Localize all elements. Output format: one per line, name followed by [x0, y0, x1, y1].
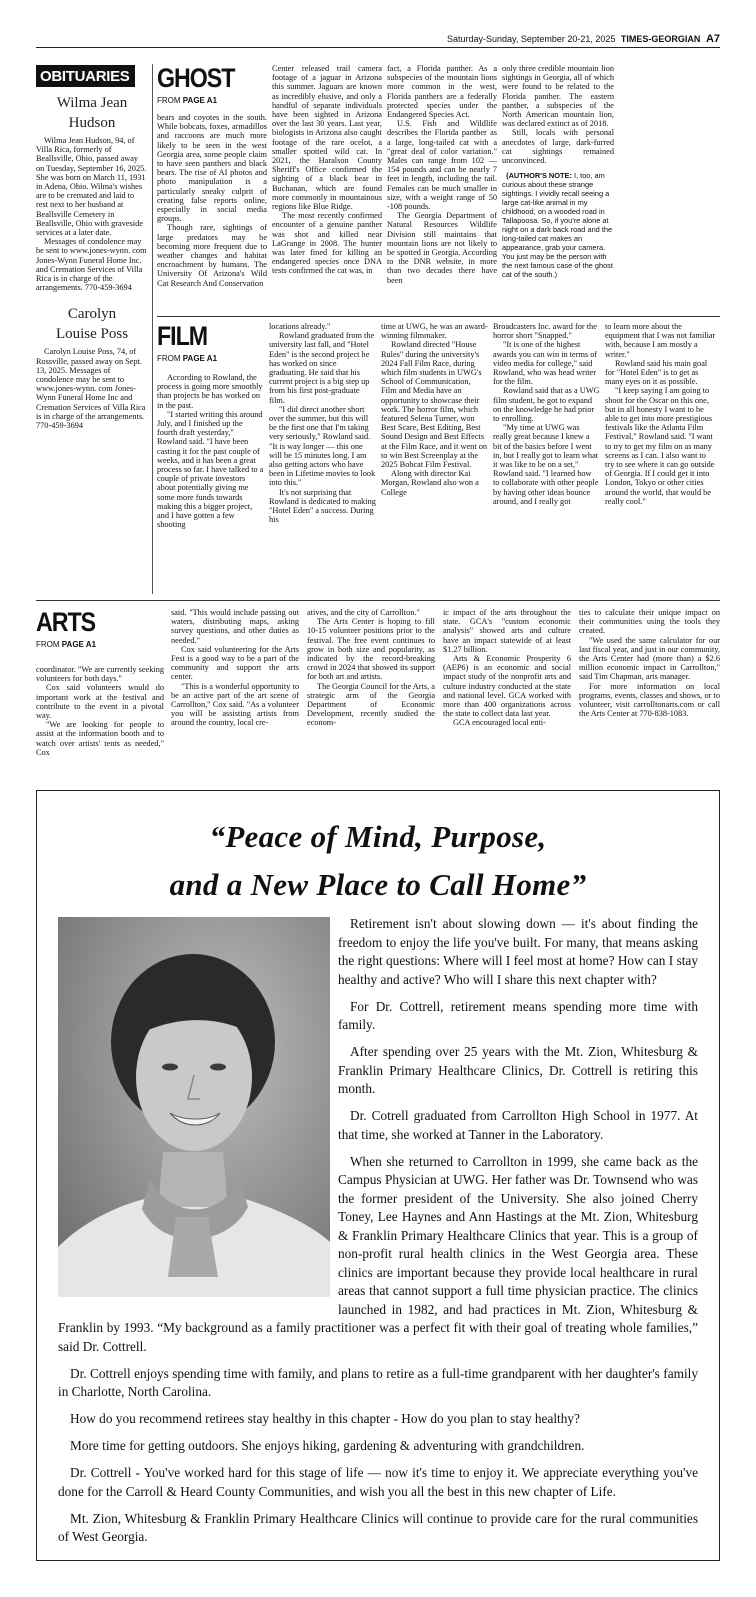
- ad-paragraph: Dr. Cotrell graduated from Carrollton High School in 1977. At that time, she worked at Tanner in the Laboratory.: [338, 1108, 698, 1142]
- arts-paragraph: Cox said volunteers would do important work at the festival and contribute to the event in a pivotal way.: [36, 683, 164, 721]
- obit-body: [36, 136, 148, 292]
- ghost-col-3: [387, 64, 497, 312]
- ghost-paragraph: The Georgia Department of Natural Resources Wildlife Division still maintains that mountain lions are not likely to be spotted in Georgia. According to the DNR website, in more than two decades there have been: [387, 211, 497, 285]
- arts-col-5: [579, 608, 720, 778]
- film-col-1: [157, 373, 264, 598]
- film-paragraph: It's not surprising that Rowland is dedicated to making "Hotel Eden" a success. During his: [269, 487, 376, 525]
- arts-jump-line: [36, 640, 164, 649]
- film-paragraph: According to Rowland, the process is going more smoothly than projects he has worked on in the past.: [157, 373, 263, 410]
- ad-paragraph: More time for getting outdoors. She enjoys hiking, gardening & adventuring with grandchildren.: [70, 1438, 585, 1453]
- ghost-slug: GHOST: [157, 63, 235, 93]
- film-col-2: [269, 322, 376, 594]
- ghost-paragraph: fact, a Florida panther. As a subspecies of the mountain lions more common in the west, Florida panthers are a federally protected species under the Endangered Species Act.: [387, 64, 497, 120]
- ghost-col-2: [272, 64, 382, 312]
- film-paragraph: "It is one of the highest awards you can win in terms of video media for college," said Rowland, who was head writer for the film.: [493, 340, 598, 387]
- ghost-col-4: [502, 64, 614, 312]
- film-paragraph: "I started writing this around July, and I finished up the fourth draft yesterday," Rowland said. "I have been casting it for the past couple of weeks, and it has been a great process so far. I have talked to a couple of private investors about potentially giving me some more funds towards making this a bigger project, and I have gotten a few shooting: [157, 409, 264, 530]
- film-paragraph: Rowland directed "House Rules" during the university's 2024 Fall Film Race, during which film students in UWG's School of Communication, Film and Media have an opportunity to showcase their work. The horror film, which featured Selena Turner, won Best Scare, Best Editing, Best Sound Design and Best Effects at the Film Race, and it went on to win Best Screenplay at the 2025 Bobcat Film Festival.: [381, 340, 487, 470]
- film-paragraph: "I keep saying I am going to shoot for the Oscar on this one, but in all honesty I want to be able to get into more prestigious festivals like the Atlanta Film Festival," Rowland said. "I want to try to get my film on as many screens as I can. I also want to try to see where it can go outside of Georgia. If I could get it into London, Tokyo or other cities around the world, that would be really cool.": [605, 386, 715, 506]
- obit-name: [36, 93, 148, 133]
- ghost-paragraph: only three credible mountain lion sightings in Georgia, all of which were found to be related to the Florida panther. The eastern panther, a subspecies of the North American mountain lion, was declared extinct as of 2018.: [502, 64, 614, 129]
- ad-headline-line: “Peace of Mind, Purpose,: [209, 819, 547, 854]
- obituaries-label: OBITUARIES: [36, 65, 135, 87]
- film-paragraph: "I did direct another short over the summer, but this will be the first one that I'm taking very seriously," Rowland said. "It is way longer — this one will be 15 minutes long. I am also getting actors who have been in Lifetime movies to look into this.": [269, 404, 376, 488]
- obit-name-line: Hudson: [68, 115, 116, 131]
- ad-headline-line: and a New Place to Call Home”: [169, 867, 587, 902]
- film-story: [157, 322, 720, 594]
- obit-paragraph: Messages of condolence may be sent to www.jones-wynn. com Jones-Wynn Funeral Home Inc. and Cremation Services of Villa Rica is in charge of the arrangements. 770-459-3694: [36, 237, 147, 293]
- section-rule: [36, 600, 720, 601]
- arts-paragraph: atives, and the city of Carrollton.": [307, 608, 420, 617]
- film-col-5: [605, 322, 717, 594]
- film-slug: FILM: [157, 321, 208, 351]
- film-col-3: [381, 322, 488, 594]
- ghost-paragraph: U.S. Fish and Wildlife describes the Florida panther as a large, long-tailed cat with a "great deal of color variation." Males can range from 102 — 154 pounds and can be nearly 7 feet in length, including the tail. Females can be much smaller in size, with a weight range of 50 -108 pounds.: [387, 119, 497, 212]
- ad-headline: [37, 813, 719, 909]
- arts-slug: ARTS: [36, 607, 96, 637]
- film-paragraph: Rowland said that as a UWG film student, he got to expand on the knowledge he had prior to enrolling.: [493, 386, 600, 424]
- from-label: FROM: [36, 640, 60, 649]
- ghost-story: [157, 64, 720, 312]
- author-note-text: I, too, am curious about these strange sightings. I vividly recall seeing a large cat-like animal in my childhood, on a wooded road in Tallapoosa. So, if you're alone at night on a dark back road and the long-tailed cat makes an appearance, grab your camera. You just may be the person with the next famous case of the ghost cat of the south.): [502, 171, 613, 280]
- arts-paragraph: The Arts Center is hoping to fill 10-15 volunteer positions prior to the festival. The free event continues to grow in both size and popularity, as indicated by the record-breaking crowd in 2024 that showed its support for both art and artists.: [307, 617, 435, 682]
- obit-name: [36, 304, 148, 344]
- obit-name-line: Carolyn: [67, 306, 117, 323]
- film-paragraph: locations already.": [269, 322, 331, 331]
- obit-name-line: Wilma Jean: [56, 95, 128, 111]
- ghost-paragraph: The most recently confirmed encounter of a genuine panther was shot and killed near LaGrange in 2008. The hunter was later fined for killing an endangered species once DNA tests confirmed the cat was, in: [272, 211, 382, 276]
- ad-paragraph: For Dr. Cottrell, retirement means spending more time with family.: [338, 998, 698, 1032]
- from-page: PAGE A1: [182, 96, 218, 105]
- arts-paragraph: coordinator. "We are currently seeking volunteers for both days.": [36, 665, 164, 684]
- ad-paragraph: Dr. Cottrell - You've worked hard for this stage of life — now it's time to enjoy it. We appreciate everything you've done for the Carroll & Heard County Communities, and wish you all the best in this new chapter of Life.: [58, 1465, 698, 1499]
- obituaries-column: [36, 65, 148, 610]
- ghost-col-1: [157, 113, 267, 293]
- film-jump-line: [157, 354, 264, 363]
- film-paragraph: "My time at UWG was really great because I knew a bit of the basics before I went in, but I really got to learn what it was like to be on a set," Rowland said. "I learned how to collaborate with other people by having other ideas bounce around, and I really got: [493, 423, 599, 506]
- retirement-advertisement: [36, 790, 720, 1561]
- arts-paragraph: The Georgia Council for the Arts, a strategic arm of the Georgia Department of Economic Development, recently studied the econom-: [307, 681, 435, 728]
- film-paragraph: Rowland said his main goal for "Hotel Eden" is to get as many eyes on it as possible.: [605, 358, 708, 387]
- arts-paragraph: "This is a wonderful opportunity to be an active part of the art scene of Carrollton," Cox said. "As a volunteer you will be assisting artists from around the country, local cre-: [171, 681, 299, 728]
- from-label: FROM: [157, 96, 181, 105]
- from-page: PAGE A1: [182, 354, 218, 363]
- film-paragraph: Rowland graduated from the university last fall, and "Hotel Eden" is the second project he has worked on since graduating. He said that his current project is a big step up from his first post-graduate film.: [269, 331, 375, 405]
- section-rule: [157, 316, 720, 317]
- ad-paragraph: Mt. Zion, Whitesburg & Franklin Primary Healthcare Clinics will continue to provide care for the rural communities of West Georgia.: [58, 1510, 698, 1544]
- arts-paragraph: "We used the same calculator for our last fiscal year, and just in our community, the Arts Center had (more than) a $2.6 million economic impact in Carrollton," said Tim Chapman, arts manager.: [579, 635, 720, 682]
- arts-story: [36, 608, 720, 778]
- ghost-paragraph: Still, locals with personal anecdotes of large, dark-furred cat sightings remained unconvinced.: [502, 128, 614, 166]
- dateline: Saturday-Sunday, September 20-21, 2025: [446, 34, 616, 44]
- film-paragraph: to learn more about the equipment that I was not familiar with, because I am mostly a writer.": [605, 322, 716, 359]
- from-page: PAGE A1: [61, 640, 97, 649]
- paper-name: TIMES-GEORGIAN: [620, 34, 701, 44]
- arts-paragraph: GCA encouraged local enti-: [453, 718, 546, 728]
- film-paragraph: time at UWG, he was an award-winning filmmaker.: [381, 322, 488, 341]
- ghost-jump-line: [157, 96, 267, 105]
- arts-paragraph: "We are looking for people to assist at the information booth and to watch over artists' tents as needed," Cox: [36, 720, 164, 757]
- arts-paragraph: ties to calculate their unique impact on their communities using the tools they created.: [579, 608, 720, 636]
- ghost-paragraph: Though rare, sightings of large predators may be becoming more frequent due to weather changes and habitat encroachment by humans. The University Of Arizona's Wild Cat Research And Conservation: [157, 223, 267, 288]
- film-col-4: [493, 322, 600, 594]
- from-label: FROM: [157, 354, 181, 363]
- arts-col-4: [443, 608, 571, 778]
- film-paragraph: Along with director Kai Morgan, Rowland also won a College: [381, 469, 479, 497]
- author-note-label: (AUTHOR'S NOTE:: [506, 171, 572, 181]
- ad-paragraph: How do you recommend retirees stay healthy in this chapter - How do you plan to stay healthy?: [70, 1411, 580, 1426]
- film-paragraph: Broadcasters Inc. award for the horror short "Snapped.": [493, 322, 597, 341]
- arts-col-2: [171, 608, 299, 778]
- ghost-paragraph: bears and coyotes in the south. While bobcats, foxes, armadillos and raccoons are much more likely to be seen in the west Georgia area, some people claim to have seen panthers and black bears. The rise of AI photos and photo manipulation is a particularly sneaky culprit of creating false reports online, especially in social media groups.: [157, 113, 267, 224]
- page-header: [36, 32, 720, 48]
- page-number: A7: [705, 33, 720, 45]
- ad-paragraph: After spending over 25 years with the Mt. Zion, Whitesburg & Franklin Primary Healthcare Clinics, Dr. Cottrell is retiring this month.: [338, 1044, 698, 1096]
- ad-body: [58, 915, 698, 1555]
- obit-body: [36, 347, 148, 430]
- obit-paragraph: Carolyn Louise Poss, 74, of Rossville, passed away on Sept. 13, 2025. Messages of condolence may be sent to www.jones-wynn. com Jones-Wynn Funeral Home Inc and Cremation Services of Villa Rica is in charge of the arrangements. 770-459-3694: [36, 347, 146, 431]
- obit-paragraph: Wilma Jean Hudson, 94, of Villa Rica, formerly of Beallsville, Ohio, passed away on Tuesday, September 16, 2025. She was born on March 11, 1931 in Adena, Ohio. Wilma's wishes are to be cremated and laid to rest next to her husband at Beallsville Cemetery in Beallsville, Ohio with graveside services at a later date.: [36, 136, 147, 238]
- arts-paragraph: Cox said volunteering for the Arts Fest is a good way to be a part of the community and support the arts center.: [171, 644, 299, 682]
- arts-paragraph: said. "This would include passing out waters, distributing maps, asking survey questions, and other duties as needed.": [171, 608, 299, 645]
- ad-paragraph: When she returned to Carrollton in 1999, she came back as the Campus Physician at UWG. Her father was Dr. Townsend who was the former president of the University. She also joined Cherry Toney, Lee Haynes and Ann Hastings at the Mt. Zion, Whitesburg & Franklin Primary Healthcare Clinics that year. This is a group of non-profit rural health clinics in the West Georgia area. These clinics are important because they provide local healthcare in rural areas that cannot support a full time physician practice. The clinics launched in 1982, and had practices in Mt. Zion, Whitesburg & Franklin by 1993. “My background as a family practitioner was a perfect fit with their goal of treating whole families,” said Dr. Cottrell.: [58, 1153, 698, 1354]
- author-note: [502, 171, 614, 279]
- ad-paragraph: Retirement isn't about slowing down — it's about finding the freedom to enjoy the life you've built. For many, that means asking the right questions: Where will I feel most at home? How can I stay healthy and active? Who will I share this next chapter with?: [338, 916, 698, 987]
- column-divider: [152, 64, 153, 594]
- arts-paragraph: For more information on local programs, events, classes and shows, or to volunteer, visit carrolltonarts.com or call the Arts Center at 770-838-1083.: [579, 681, 720, 719]
- obit-name-line: Louise Poss: [55, 326, 129, 343]
- arts-col-1: [36, 665, 164, 785]
- ghost-paragraph: Center released trail camera footage of a jaguar in Arizona this summer. Jaguars are known as incredibly elusive, and only a handful of separate individuals have been sighted in Arizona over the last 30 years. Last year, biologists in Arizona also caught footage of the rare ocelot, a smaller spotted wild cat. In 2021, the Haralson County Sheriff's Office confirmed the sighting of a black bear in Buchanan, which are found more commonly in mountainous regions like Blue Ridge.: [272, 64, 382, 212]
- arts-paragraph: Arts & Economic Prosperity 6 (AEP6) is an economic and social impact study of the nonprofit arts and culture industry conducted at the state and national level. GCA worked with more than 400 organizations across the state to collect data last year.: [443, 654, 571, 719]
- ad-paragraph: Dr. Cottrell enjoys spending time with family, and plans to retire as a full-time grandparent with her daughter's family in Charlotte, North Carolina.: [58, 1365, 698, 1399]
- arts-col-3: [307, 608, 435, 778]
- arts-paragraph: ic impact of the arts throughout the state. GCA's "custom economic analysis" showed arts and culture have an impact statewide of at least $1.27 billion.: [443, 608, 571, 654]
